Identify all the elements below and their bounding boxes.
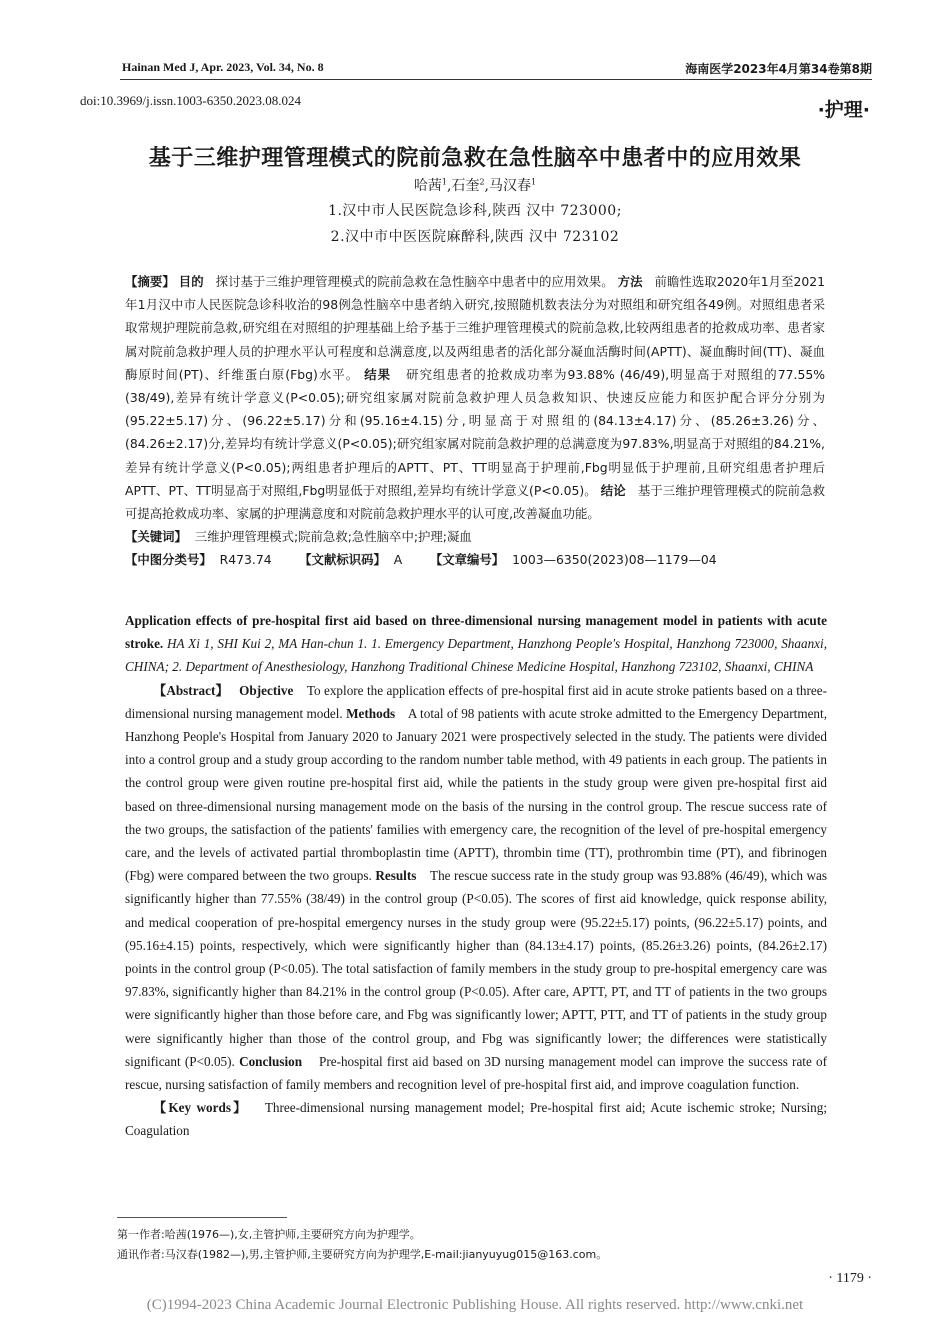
conclusion-label-en: Conclusion [239, 1053, 303, 1069]
journal-header-en: Hainan Med J, Apr. 2023, Vol. 34, No. 8 [122, 60, 324, 74]
methods-text: 前瞻性选取2020年1月至2021年1月汉中市人民医院急诊科收治的98例急性脑卒中患者纳入研究,按照随机数表法分为对照组和研究组各49例。对照组患者采取常规护理院前急救,研究组在对照组的护理基础上给予基于三维护理管理模式的院前急救,比较两组患者的抢救成功率、患者家属对院前急救护理人员的护理水平认可程度和总满意度,以及两组患者的活化部分凝血活酶时间(APTT)、凝血酶时间(TT)、凝血酶原时间(PT)、纤维蛋白原(Fbg)水平。 [125, 274, 826, 382]
footnote-corresponding-author: 通讯作者:马汉春(1982—),男,主管护师,主要研究方向为护理学,E-mail:jianyuyug015@163.com。 [117, 1248, 608, 1261]
methods-label-en: Methods [346, 705, 396, 721]
keywords-cn [125, 525, 825, 548]
author-name: 哈茜 [413, 178, 442, 194]
article-title: 基于三维护理管理模式的院前急救在急性脑卒中患者中的应用效果 [148, 146, 802, 171]
results-text-en: The rescue success rate in the study group was 93.88% (46/49), which was significantly higher than 77.55% (38/49) in the control group (P<0.05). The scores of first aid knowledge, quick response ability, and medical cooperation of pre-hospital emergency nurses in the study group were (95.22±5.17) points, (96.22±5.17) points, and (95.16±4.15) points, respectively, which were significantly higher than (84.13±4.17) points, (85.26±3.26) points, (84.26±2.17) points in the control group (P<0.05). The total satisfaction of family members in the study group to pre-hospital emergency care was 97.83%, significantly higher than 84.21% in the control group (P<0.05). After care, APTT, PT, and TT of patients in the two groups were significantly higher than those before care, and Fbg was significantly lower; APTT, PTT, and TT of patients in the study group were significantly higher than those of the control group, and Fbg was significantly lower; the differences were statistically significant (P<0.05). [125, 868, 828, 1069]
conclusion-label: 结论 [600, 482, 626, 498]
footnote-divider [117, 1217, 287, 1218]
doc-code-value: A [393, 552, 403, 568]
chinese-abstract [125, 270, 825, 572]
affiliation-1: 1.汉中市人民医院急诊科,陕西 汉中 723000; [328, 203, 622, 219]
copyright-notice: (C)1994-2023 China Academic Journal Electronic Publishing House. All rights reserved. http://www.cnki.net [146, 1297, 804, 1313]
keywords-text: 三维护理管理模式;院前急救;急性脑卒中;护理;凝血 [194, 529, 472, 545]
english-abstract [125, 609, 827, 1143]
english-title-block [125, 609, 827, 679]
english-authors-affiliations: HA Xi 1, SHI Kui 2, MA Han-chun 1. 1. Emergency Department, Hanzhong People's Hospital, Hanzhong 723000, Shaanxi, CHINA; 2. Department of Anesthesiology, Hanzhong Traditional Chinese Medicine Hospital, Hanzhong 723102, Shaanxi, CHINA [125, 636, 827, 675]
footnote-first-author: 第一作者:哈茜(1976—),女,主管护师,主要研究方向为护理学。 [117, 1228, 421, 1241]
section-label: ·护理· [817, 99, 870, 121]
clc-label: 【中图分类号】 [125, 552, 212, 568]
affiliation-2: 2.汉中市中医医院麻醉科,陕西 汉中 723102 [330, 229, 620, 245]
abstract-label: 【摘要】 [125, 274, 175, 289]
abstract-label-en: 【Abstract】 [153, 682, 229, 698]
clc-value: R473.74 [219, 552, 272, 568]
author-affiliation-mark: 1 [441, 177, 447, 187]
article-number-label: 【文章编号】 [429, 552, 505, 568]
header-divider [120, 79, 872, 80]
keywords-text-en: Three-dimensional nursing management model; Pre-hospital first aid; Acute ischemic stroke; Nursing; Coagulation [125, 1100, 827, 1139]
methods-text-en: A total of 98 patients with acute stroke admitted to the Emergency Department, Hanzhong People's Hospital from January 2020 to January 2021 were prospectively selected in the study. The patients were divided into a control group and a study group according to the random number table method, with 49 patients in each group. The patients in the control group were given routine pre-hospital first aid, while the patients in the study group were given pre-hospital first aid based on three-dimensional nursing management mode on the basis of the nursing in the control group. The rescue success rate of the two groups, the satisfaction of the patients' families with emergency care, the recognition of the level of pre-hospital emergency care, and the levels of activated partial thromboplastin time (APTT), thrombin time (TT), prothrombin time (PT), and fibrinogen (Fbg) were compared between the two groups. [125, 705, 827, 884]
methods-label: 方法 [617, 274, 643, 289]
keywords-en [125, 1096, 827, 1142]
page-number: · 1179 · [828, 1271, 872, 1286]
author-list: 哈茜$^1$,石奎$^2$,马汉春$^1$ [413, 177, 537, 194]
results-text: 研究组患者的抢救成功率为93.88% (46/49),明显高于对照组的77.55% (38/49),差异有统计学意义(P<0.05);研究组家属对院前急救护理人员急救知识、快速反应能力和医护配合评分分别为(95.22±5.17)分、(96.22±5.17)分和(95.16±4.15)分,明显高于对照组的(84.13±4.17)分、(85.26±3.26)分、(84.26±2.17)分,差异均有统计学意义(P<0.05);研究组家属对院前急救护理的总满意度为97.83%,明显高于对照组的84.21%,差异有统计学意义(P<0.05);两组患者护理后的APTT、PT、TT明显高于护理前,Fbg明显低于护理前,且研究组患者护理后APTT、PT、TT明显高于对照组,Fbg明显低于对照组,差异均有统计学意义(P<0.05)。 [125, 366, 825, 498]
keywords-label-en: 【Key words】 [153, 1100, 249, 1116]
doi: doi:10.3969/j.issn.1003-6350.2023.08.024 [80, 93, 302, 108]
classification-line [125, 548, 825, 571]
english-title: Application effects of pre-hospital first aid based on three-dimensional nursing management model in patients with acute stroke. [125, 613, 827, 652]
author-affiliation-mark: 2 [479, 177, 485, 187]
doc-code-label: 【文献标识码】 [299, 552, 386, 568]
objective-text: 探讨基于三维护理管理模式的院前急救在急性脑卒中患者中的应用效果。 [215, 274, 614, 289]
author-name: 石奎 [451, 178, 480, 194]
author-name: 马汉春 [489, 178, 531, 194]
results-label-en: Results [375, 868, 417, 884]
conclusion-text-en: Pre-hospital first aid based on 3D nursing management model can improve the success rate of rescue, nursing satisfaction of family members and recognition level of pre-hospital first aid, and improve coagulation function. [125, 1053, 828, 1093]
keywords-label: 【关键词】 [125, 529, 187, 545]
conclusion-text: 基于三维护理管理模式的院前急救可提高抢救成功率、家属的护理满意度和对院前急救护理水平的认可度,改善凝血功能。 [125, 482, 825, 522]
results-label: 结果 [364, 366, 392, 382]
journal-header-cn: 海南医学2023年4月第34卷第8期 [685, 62, 872, 76]
objective-label-en: Objective [239, 682, 294, 698]
objective-label: 目的 [178, 274, 204, 289]
objective-text-en: To explore the application effects of pre-hospital first aid in acute stroke patients based on a three-dimensional nursing management model. [125, 682, 828, 721]
author-affiliation-mark: 1 [531, 177, 537, 187]
article-number-value: 1003—6350(2023)08—1179—04 [512, 552, 717, 568]
